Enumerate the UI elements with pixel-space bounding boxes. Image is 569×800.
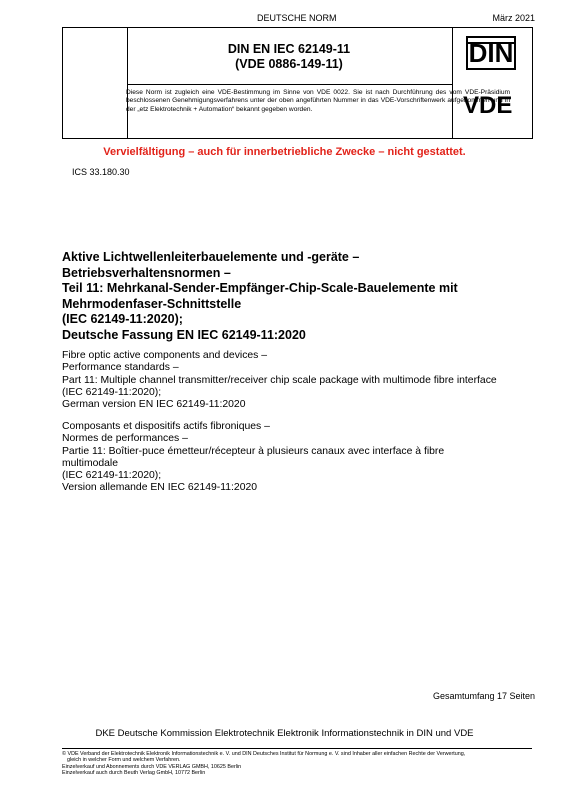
- footer-line: Einzelverkauf auch durch Beuth Verlag GmbH, 10772 Berlin: [62, 770, 206, 777]
- title-french-line: Version allemande EN IEC 62149-11:2020: [62, 482, 258, 494]
- standard-number: DIN EN IEC 62149-11: [227, 42, 351, 56]
- footer-notice: [62, 751, 542, 777]
- title-german-line: Mehrmodenfaser-Schnittstelle: [62, 296, 242, 311]
- copy-warning: Vervielfältigung – auch für innerbetriebliche Zwecke – nicht gestattet.: [103, 146, 466, 158]
- vde-number: (VDE 0886-149-11): [235, 57, 343, 71]
- publication-date: März 2021: [492, 13, 535, 23]
- vde-notice: Diese Norm ist zugleich eine VDE-Bestimmung im Sinne von VDE 0022. Sie ist nach Durchführung des vom VDE-Präsidium beschlossenen Genehmigungsverfahrens unter der oben angeführten Nummer in das VDE-Vorschriftenwerk aufgenommen und in der „etz Elektrotechnik + Automation“ bekannt gegeben worden.: [126, 89, 510, 113]
- document-type-label: DEUTSCHE NORM: [257, 13, 337, 23]
- footer-divider: [62, 748, 532, 749]
- title-german-line: Betriebsverhaltensnormen –: [62, 265, 231, 280]
- title-french-line: (IEC 62149-11:2020);: [62, 470, 162, 482]
- total-pages: Gesamtumfang 17 Seiten: [432, 691, 535, 701]
- title-english-line: (IEC 62149-11:2020);: [62, 386, 162, 398]
- footer-line: © VDE Verband der Elektrotechnik Elektronik Informationstechnik e. V. und DIN Deutsches Institut für Normung e. V. sind Inhaber aller einfachen Rechte der Verwertung,: [62, 751, 466, 757]
- header-divider-middle: [127, 84, 452, 85]
- title-german-line: Aktive Lichtwellenleiterbauelemente und -geräte –: [62, 250, 360, 264]
- header-divider-right: [452, 28, 453, 138]
- ics-code: ICS 33.180.30: [72, 167, 130, 177]
- title-french-line: Normes de performances –: [62, 433, 188, 445]
- title-german: [62, 250, 532, 343]
- vde-logo: VDE: [463, 92, 513, 119]
- title-german-line: (IEC 62149-11:2020);: [62, 312, 183, 326]
- title-english-line: Performance standards –: [62, 362, 179, 374]
- title-german-line: Teil 11: Mehrkanal-Sender-Empfänger-Chip-Scale-Bauelemente mit: [62, 281, 458, 295]
- title-english: [62, 350, 532, 411]
- title-german-line: Deutsche Fassung EN IEC 62149-11:2020: [62, 327, 306, 342]
- title-french-line: Composants et dispositifs actifs fibroniques –: [62, 421, 270, 432]
- title-english-line: German version EN IEC 62149-11:2020: [62, 399, 246, 411]
- footer-line: Einzelverkauf und Abonnements durch VDE VERLAG GMBH, 10625 Berlin: [62, 763, 242, 770]
- dke-line: DKE Deutsche Kommission Elektrotechnik Elektronik Informationstechnik in DIN und VDE: [95, 728, 474, 739]
- footer-line: gleich in welcher Form und welchem Verfahren.: [67, 757, 181, 764]
- header-box: [62, 27, 533, 139]
- title-english-line: Part 11: Multiple channel transmitter/receiver chip scale package with multimode fibre interface: [62, 374, 497, 386]
- din-logo: DIN: [466, 36, 516, 70]
- title-english-line: Fibre optic active components and devices –: [62, 350, 268, 361]
- title-french-line: Partie 11: Boîtier-puce émetteur/récepteur à plusieurs canaux avec interface à fibre: [62, 445, 445, 457]
- title-french: [62, 421, 532, 495]
- title-french-line: multimodale: [62, 457, 119, 469]
